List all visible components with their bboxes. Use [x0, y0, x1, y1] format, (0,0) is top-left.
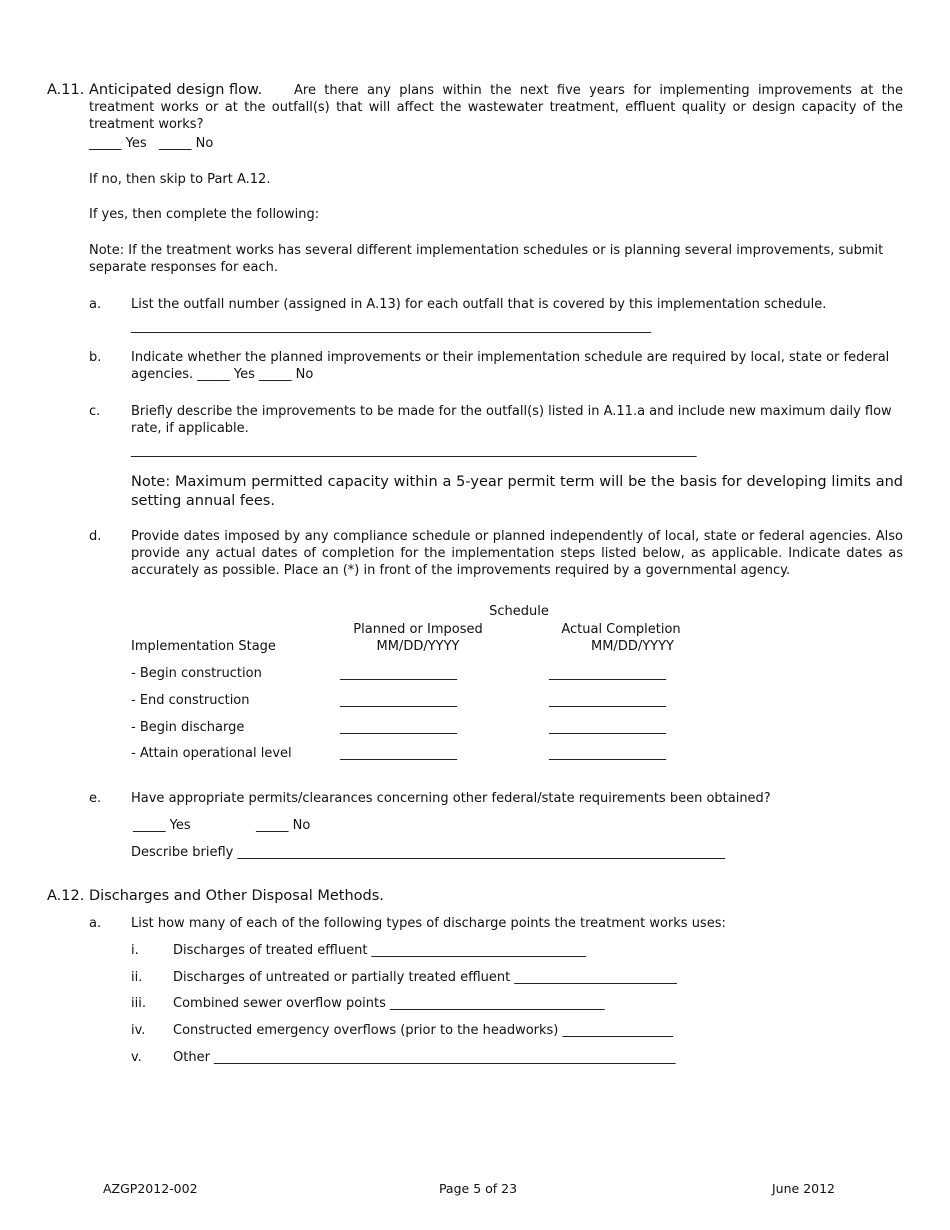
col-actual-format: MM/DD/YYYY [591, 639, 674, 654]
stage-row-label: - Begin construction [131, 666, 262, 681]
stage-planned-field[interactable]: __________________ [340, 720, 457, 735]
a12-item-a-text: List how many of each of the following types of discharge points the treatment works uses: [131, 916, 726, 931]
stage-planned-field[interactable]: __________________ [340, 666, 457, 681]
stage-row-label: - Begin discharge [131, 720, 245, 735]
a11-item-b-label: b. [89, 350, 102, 365]
discharge-type-num: ii. [131, 970, 143, 985]
stage-planned-field[interactable]: __________________ [340, 693, 457, 708]
col-actual-header: Actual Completion [561, 622, 681, 637]
stage-actual-field[interactable]: __________________ [549, 693, 666, 708]
discharge-type-num: iv. [131, 1023, 146, 1038]
a11-yes-no-field[interactable]: _____ Yes _____ No [89, 136, 214, 151]
stage-actual-field[interactable]: __________________ [549, 746, 666, 761]
col-stage-header: Implementation Stage [131, 639, 276, 654]
a11-item-e-label: e. [89, 791, 102, 806]
section-number-a11: A.11. [47, 82, 85, 98]
stage-planned-field[interactable]: __________________ [340, 746, 457, 761]
section-title-a12: Discharges and Other Disposal Methods. [89, 888, 384, 904]
discharge-type-field[interactable]: Constructed emergency overflows (prior to the headworks) _________________ [173, 1023, 674, 1038]
a11-note: Note: If the treatment works has several different implementation schedules or is planning several improvements, submit separate responses for each. [89, 243, 884, 275]
discharge-type-field[interactable]: Discharges of untreated or partially treated effluent _________________________ [173, 970, 677, 985]
a11-item-e-text: Have appropriate permits/clearances concerning other federal/state requirements been obtained? [131, 791, 771, 806]
a11-item-a-label: a. [89, 297, 102, 312]
a11-item-c-text: Briefly describe the improvements to be made for the outfall(s) listed in A.11.a and include new maximum daily flow rate, if applicable. [131, 404, 892, 436]
discharge-type-field[interactable]: Other _______________________________________________________________________ [173, 1050, 676, 1065]
a11-item-a-line[interactable]: ________________________________________________________________________________ [131, 319, 651, 334]
a11-item-c-label: c. [89, 404, 101, 419]
a11-item-d-label: d. [89, 529, 102, 544]
col-planned-format: MM/DD/YYYY [376, 639, 460, 654]
stage-actual-field[interactable]: __________________ [549, 720, 666, 735]
a11-item-e-describe-field[interactable]: Describe briefly ___________________________________________________________________________ [131, 845, 725, 860]
section-title-a11: Anticipated design flow. [89, 82, 263, 98]
a11-item-e-yes-field[interactable]: _____ Yes [133, 818, 191, 833]
discharge-type-num: v. [131, 1050, 142, 1065]
a11-item-b-text[interactable]: Indicate whether the planned improvements or their implementation schedule are required by local, state or federal agencies. _____ Yes _____ No [131, 350, 890, 382]
schedule-header: Schedule [489, 604, 549, 619]
col-planned-header: Planned or Imposed [353, 622, 483, 637]
a11-item-c-note: Note: Maximum permitted capacity within a 5-year permit term will be the basis for developing limits and setting annual fees. [131, 474, 903, 509]
discharge-type-field[interactable]: Combined sewer overflow points _________________________________ [173, 996, 605, 1011]
a11-if-yes: If yes, then complete the following: [89, 207, 320, 222]
a11-question: Are there any plans within the next five years for implementing improvements at the treatment works or at the outfall(s) that will affect the wastewater treatment, effluent quality or design capacity of the treatment works? [89, 83, 903, 132]
footer-form-id: AZGP2012-002 [103, 1181, 198, 1196]
stage-row-label: - End construction [131, 693, 250, 708]
stage-actual-field[interactable]: __________________ [549, 666, 666, 681]
discharge-type-num: i. [131, 943, 139, 958]
a11-item-c-line[interactable]: _______________________________________________________________________________________ [131, 443, 697, 458]
a11-item-a-text: List the outfall number (assigned in A.13) for each outfall that is covered by this implementation schedule. [131, 297, 827, 312]
discharge-type-num: iii. [131, 996, 146, 1011]
a12-item-a-label: a. [89, 916, 102, 931]
a11-if-no: If no, then skip to Part A.12. [89, 172, 271, 187]
footer-page-number: Page 5 of 23 [438, 1181, 518, 1196]
stage-row-label: - Attain operational level [131, 746, 292, 761]
discharge-type-field[interactable]: Discharges of treated effluent _________________________________ [173, 943, 587, 958]
a11-item-d-text: Provide dates imposed by any compliance schedule or planned independently of local, state or federal agencies. Also provide any actual dates of completion for the implementation steps listed below, as applicable. Indicate dates as accurately as possible. Place an (*) in front of the improvements required by a governmental agency. [131, 529, 903, 578]
section-number-a12: A.12. [47, 888, 85, 904]
a11-item-e-no-field[interactable]: _____ No [256, 818, 311, 833]
footer-date: June 2012 [772, 1181, 836, 1196]
